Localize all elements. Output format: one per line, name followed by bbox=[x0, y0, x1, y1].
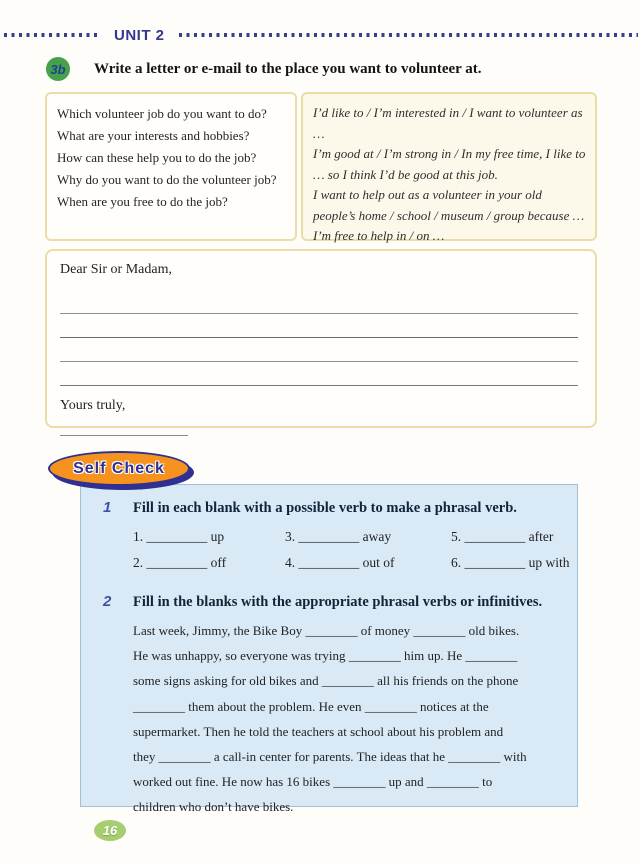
exercise1-item: 3. _________ away bbox=[285, 529, 392, 544]
self-check-badge bbox=[48, 451, 190, 486]
phrases-hint-box bbox=[301, 92, 597, 241]
exercise2-title: Fill in the blanks with the appropriate phrasal verbs or infinitives. bbox=[133, 594, 543, 610]
exercise1-item: 4. _________ out of bbox=[285, 555, 395, 570]
paragraph-line: they ________ a call-in center for parents. The ideas that he ________ with bbox=[133, 749, 527, 765]
paragraph-line: supermarket. Then he told the teachers at school about his problem and bbox=[133, 723, 504, 739]
paragraph-line: children who don’t have bikes. bbox=[133, 799, 294, 815]
exercise2 bbox=[103, 593, 563, 820]
letter-salutation: Dear Sir or Madam, bbox=[60, 262, 172, 277]
paragraph-line: ________ them about the problem. He even ________ notices at the bbox=[133, 698, 489, 714]
exercise1-item: 2. _________ off bbox=[133, 555, 227, 570]
letter-writing-lines bbox=[60, 290, 582, 386]
letter-closing: Yours truly, bbox=[60, 398, 126, 413]
exercise1-item: 1. _________ up bbox=[133, 529, 225, 544]
hint-phrase: I’m good at / I’m strong in / In my free time, I like to … so I think I’d be good at this job. bbox=[313, 146, 586, 182]
hint-phrase: I want to help out as a volunteer in your old people’s home / school / museum / group because … bbox=[313, 187, 585, 223]
paragraph-line: some signs asking for old bikes and ________ all his friends on the phone bbox=[133, 673, 519, 689]
dotted-rule-left bbox=[4, 33, 100, 37]
exercise2-paragraph bbox=[133, 618, 563, 820]
writing-line bbox=[60, 362, 578, 386]
exercise1-header bbox=[103, 499, 563, 517]
hint-phrase: I’d like to / I’m interested in / I want to volunteer as bbox=[313, 105, 583, 120]
task-instruction: Write a letter or e-mail to the place you want to volunteer at. bbox=[94, 60, 482, 77]
writing-line bbox=[60, 290, 578, 314]
unit-label: UNIT 2 bbox=[114, 26, 165, 44]
letter-writing-box bbox=[45, 249, 597, 428]
exercise1-item: 6. _________ up with bbox=[451, 555, 570, 570]
hint-question: Why do you want to do the volunteer job? bbox=[57, 172, 277, 187]
hint-question: Which volunteer job do you want to do? bbox=[57, 106, 267, 121]
paragraph-line: He was unhappy, so everyone was trying ________ him up. He ________ bbox=[133, 648, 518, 664]
exercise2-number: 2 bbox=[103, 593, 112, 610]
page-number: 16 bbox=[102, 823, 118, 838]
exercise2-header bbox=[103, 593, 563, 611]
writing-line bbox=[60, 314, 578, 338]
hint-phrase: I’m free to help in / on … bbox=[313, 228, 445, 243]
unit-header bbox=[0, 26, 640, 44]
hint-question: When are you free to do the job? bbox=[57, 194, 228, 209]
exercise1-items bbox=[133, 525, 570, 575]
task-3b bbox=[46, 57, 620, 81]
task-number-badge: 3b bbox=[46, 57, 70, 81]
hint-phrase: … bbox=[313, 125, 325, 141]
dotted-rule-right bbox=[179, 33, 638, 37]
exercise1-title: Fill in each blank with a possible verb to make a phrasal verb. bbox=[133, 500, 517, 516]
exercise1-number: 1 bbox=[103, 499, 112, 516]
hint-question: How can these help you to do the job? bbox=[57, 150, 257, 165]
page-number-badge bbox=[94, 820, 126, 841]
questions-hint-box bbox=[45, 92, 297, 241]
hint-question: What are your interests and hobbies? bbox=[57, 128, 250, 143]
self-check-label: Self Check bbox=[73, 459, 165, 477]
self-check-exercises-box bbox=[80, 484, 578, 815]
exercise1-item: 5. _________ after bbox=[451, 529, 554, 544]
writing-line bbox=[60, 338, 578, 362]
signature-line bbox=[60, 420, 188, 436]
paragraph-line: worked out fine. He now has 16 bikes ________ up and ________ to bbox=[133, 774, 493, 790]
paragraph-line: Last week, Jimmy, the Bike Boy ________ of money ________ old bikes. bbox=[133, 623, 520, 638]
